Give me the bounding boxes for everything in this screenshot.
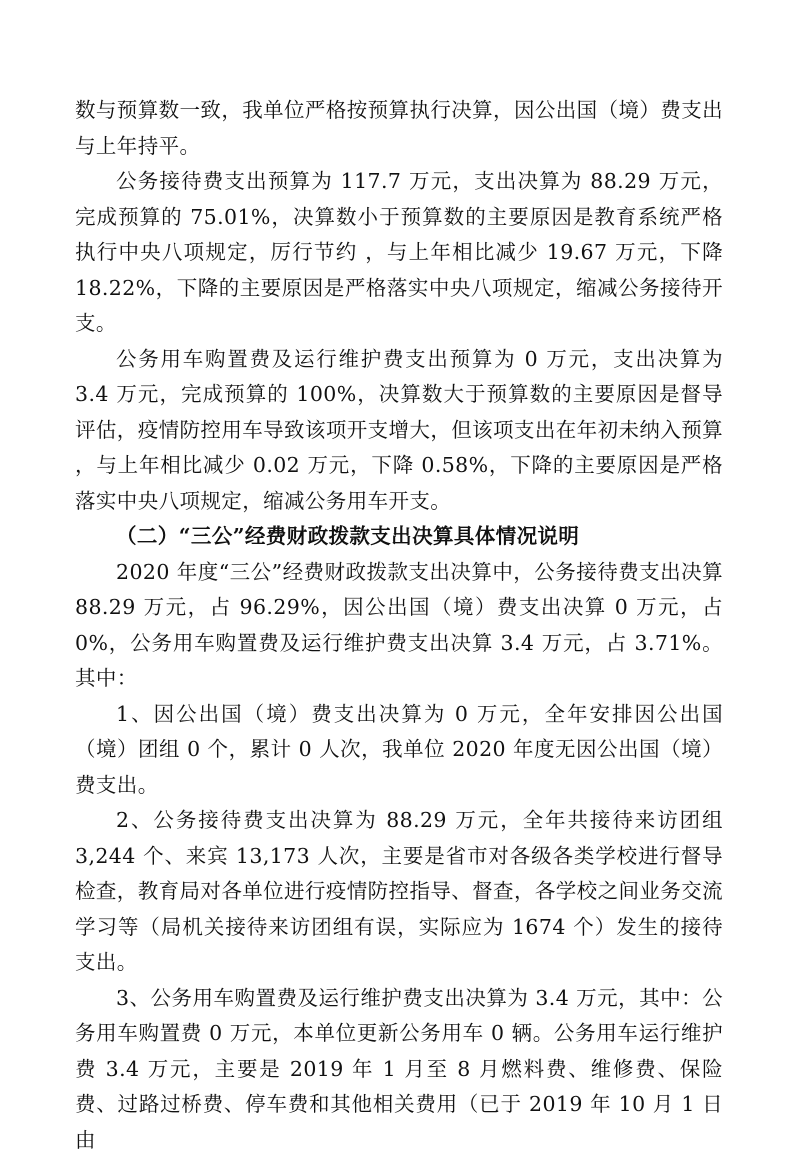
paragraph-item-1-overseas: 1、因公出国（境）费支出决算为 0 万元，全年安排因公出国（境）团组 0 个，累计 0 人次，我单位 2020 年度无因公出国（境）费支出。 <box>75 697 723 804</box>
document-page <box>75 93 723 1158</box>
paragraph-summary-2020: 2020 年度“三公”经费财政拨款支出决算中，公务接待费支出决算 88.29 万元，占 96.29%，因公出国（境）费支出决算 0 万元，占 0%，公务用车购置费及运行维护费支出决算 3.4 万元，占 3.71%。其中： <box>75 555 723 697</box>
paragraph-item-3-vehicle: 3、公务用车购置费及运行维护费支出决算为 3.4 万元，其中：公务用车购置费 0 万元，本单位更新公务用车 0 辆。公务用车运行维护费 3.4 万元，主要是 2019 年 1 月至 8 月燃料费、维修费、保险费、过路过桥费、停车费和其他相关费用（已于 2019 年 10 月 1 日由 <box>75 981 723 1158</box>
paragraph-budget-consistency: 数与预算数一致，我单位严格按预算执行决算，因公出国（境）费支出与上年持平。 <box>75 93 723 164</box>
paragraph-reception-expense: 公务接待费支出预算为 117.7 万元，支出决算为 88.29 万元，完成预算的 75.01%，决算数小于预算数的主要原因是教育系统严格执行中央八项规定，厉行节约 ，与上年相比减少 19.67 万元，下降 18.22%，下降的主要原因是严格落实中央八项规定，缩减公务接待开支。 <box>75 164 723 342</box>
paragraph-vehicle-expense: 公务用车购置费及运行维护费支出预算为 0 万元，支出决算为 3.4 万元，完成预算的 100%，决算数大于预算数的主要原因是督导评估，疫情防控用车导致该项开支增大，但该项支出在年初未纳入预算 ，与上年相比减少 0.02 万元，下降 0.58%，下降的主要原因是严格落实中央八项规定，缩减公务用车开支。 <box>75 342 723 520</box>
section-heading: （二）“三公”经费财政拨款支出决算具体情况说明 <box>75 519 723 555</box>
paragraph-item-2-reception: 2、公务接待费支出决算为 88.29 万元，全年共接待来访团组 3,244 个、来宾 13,173 人次，主要是省市对各级各类学校进行督导检查，教育局对各单位进行疫情防控指导、督查，各学校之间业务交流学习等（局机关接待来访团组有误，实际应为 1674 个）发生的接待支出。 <box>75 803 723 981</box>
